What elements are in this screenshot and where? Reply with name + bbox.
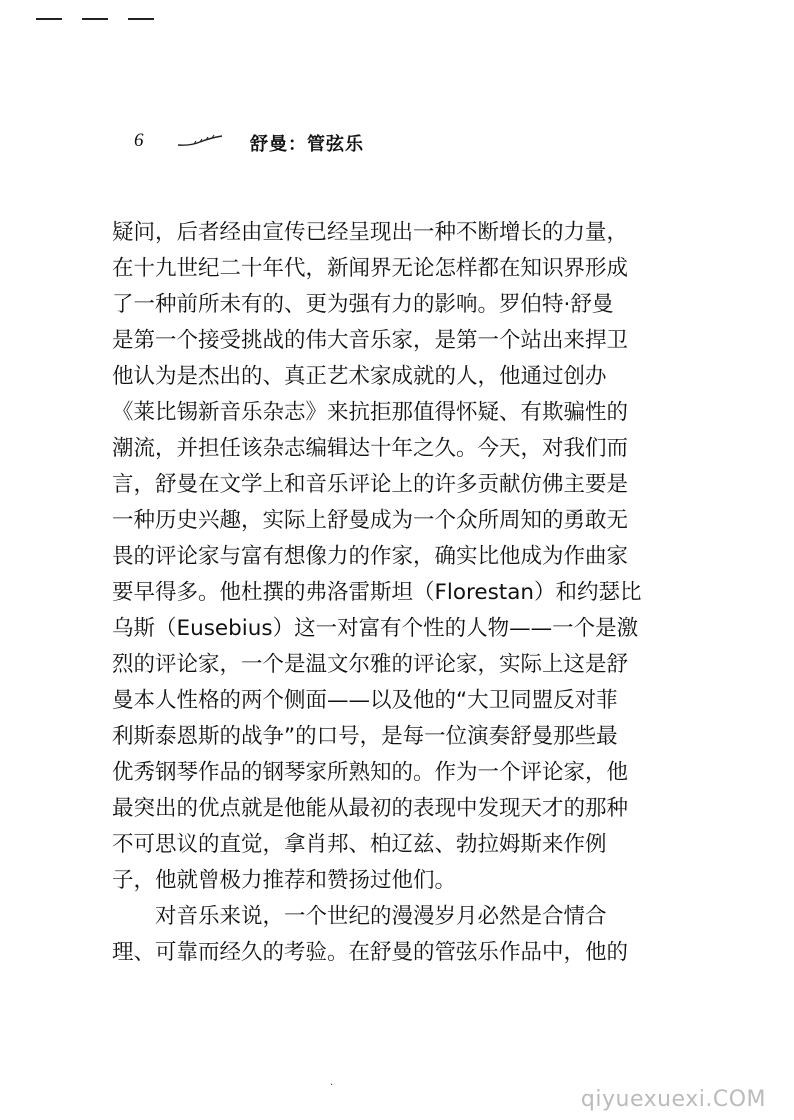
body-line: 他认为是杰出的、真正艺术家成就的人，他通过创办	[112, 364, 607, 389]
body-line: 要早得多。他杜撰的弗洛雷斯坦（Florestan）和约瑟比	[112, 580, 642, 605]
body-line: 了一种前所未有的、更为强有力的影响。罗伯特·舒曼	[112, 292, 614, 317]
body-line: 烈的评论家，一个是温文尔雅的评论家，实际上这是舒	[112, 652, 629, 677]
body-line: 乌斯（Eusebius）这一对富有个性的人物——一个是激	[112, 616, 639, 641]
body-line: 最突出的优点就是他能从最初的表现中发现天才的那种	[112, 796, 629, 821]
body-line: 潮流，并担任该杂志编辑达十年之久。今天，对我们而	[112, 436, 629, 461]
body-line: 是第一个接受挑战的伟大音乐家，是第一个站出来捍卫	[112, 328, 629, 353]
footer-mark: ·	[330, 1080, 334, 1091]
header-ornament-icon	[176, 134, 224, 148]
body-line: 言，舒曼在文学上和音乐评论上的许多贡献仿佛主要是	[112, 472, 629, 497]
body-line: 疑问，后者经由宣传已经呈现出一种不断增长的力量，	[112, 220, 629, 245]
body-line: 对音乐来说，一个世纪的漫漫岁月必然是合情合	[155, 904, 607, 929]
top-dash-2	[82, 18, 108, 20]
body-line: 曼本人性格的两个侧面——以及他的“大卫同盟反对菲	[112, 688, 618, 713]
running-head-title: 舒曼：管弦乐	[250, 134, 364, 155]
body-line: 利斯泰恩斯的战争”的口号，是每一位演奏舒曼那些最	[112, 724, 618, 749]
body-line: 在十九世纪二十年代，新闻界无论怎样都在知识界形成	[112, 256, 629, 281]
body-line: 子，他就曾极力推荐和赞扬过他们。	[112, 868, 457, 893]
body-line: 畏的评论家与富有想像力的作家，确实比他成为作曲家	[112, 544, 629, 569]
body-line: 不可思议的直觉，拿肖邦、柏辽兹、勃拉姆斯来作例	[112, 832, 607, 857]
top-dash-3	[128, 18, 154, 20]
body-line: 优秀钢琴作品的钢琴家所熟知的。作为一个评论家，他	[112, 760, 629, 785]
top-dash-1	[36, 18, 62, 20]
body-line: 一种历史兴趣，实际上舒曼成为一个众所周知的勇敢无	[112, 508, 629, 533]
watermark: qiyuexuexi.COM	[580, 1087, 766, 1112]
body-line: 《莱比锡新音乐杂志》来抗拒那值得怀疑、有欺骗性的	[112, 400, 629, 425]
body-line: 理、可靠而经久的考验。在舒曼的管弦乐作品中，他的	[112, 940, 629, 965]
running-head	[0, 128, 794, 158]
page-number: 6	[134, 130, 144, 151]
